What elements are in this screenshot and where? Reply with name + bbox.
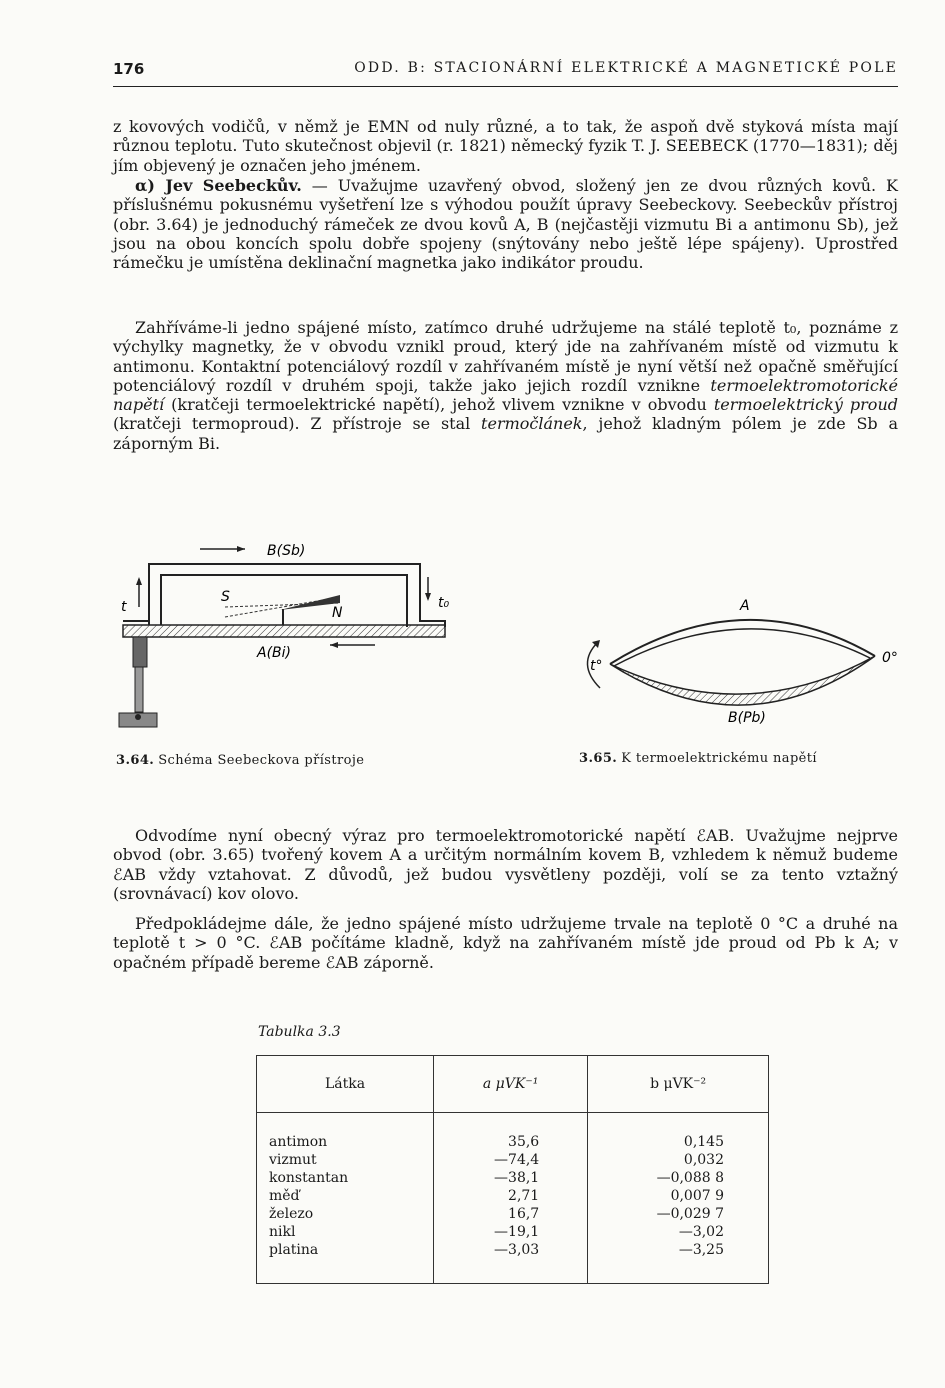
table-row — [257, 1169, 769, 1187]
table-row — [257, 1241, 769, 1284]
term-current: termoelektrický proud — [713, 395, 898, 415]
figure-seebeck-apparatus — [105, 535, 465, 740]
cell-b: 0,145 — [588, 1113, 769, 1152]
cell-b: 0,007 9 — [588, 1187, 769, 1205]
label-t-degree: t° — [590, 658, 603, 674]
caption-text: Schéma Seebeckova přístroje — [158, 753, 365, 768]
paragraph-5: Předpokládejme dále, že jedno spájené místo udržujeme trvale na teplotě 0 °C a druhé na teplotě t > 0 °C. ℰAB počítáme kladně, když na zahřívaném místě jde proud od Pb k A; v opačném případě bereme ℰAB záporně. — [113, 914, 898, 972]
paragraph-4: Odvodíme nyní obecný výraz pro termoelektromotorické napětí ℰAB. Uvažujme nejprve obvod (obr. 3.65) tvořený kovem A a určitým normálním kovem B, vzhledem k němuž budeme ℰAB vždy vztahovat. Z důvodů, jež budou vysvětleny později, volí se za tento vztažný (srovnávací) kov olovo. — [113, 826, 898, 903]
label-n: N — [332, 605, 343, 621]
section-heading: α) Jev Seebeckův. — [135, 176, 302, 195]
paragraph-2 — [113, 176, 898, 272]
paragraph-1: z kovových vodičů, v němž je EMN od nuly různé, a to tak, že aspoň dvě styková místa mají různou teplotu. Tuto skutečnost objevil (r. 1821) německý fyzik T. J. SEEBECK (1770—1831); děj jím objevený je označen jeho jménem. — [113, 117, 898, 175]
running-header — [113, 58, 898, 87]
label-t0: t₀ — [438, 595, 450, 611]
coefficient-table — [256, 1055, 769, 1284]
paragraph-3-text-a: Zahříváme-li jedno spájené místo, zatímco druhé udržujeme na stálé teplotě t₀, poznáme z výchylky magnetky, že v obvodu vznikl proud, který jde na zahřívaném místě od vizmutu k antimonu. Kontaktní potenciálový rozdíl v zahřívaném místě je nyní větší než opačně směřující potenciálový rozdíl v druhém spoji, takže jako jejich rozdíl vznikne — [113, 318, 898, 395]
paragraph-3 — [113, 318, 898, 453]
cell-substance: antimon — [257, 1113, 434, 1152]
cell-substance: konstantan — [257, 1169, 434, 1187]
caption-number: 3.65. — [579, 751, 618, 766]
table-row — [257, 1223, 769, 1241]
cell-substance: železo — [257, 1205, 434, 1223]
cell-a: 2,71 — [434, 1187, 588, 1205]
cell-a: —38,1 — [434, 1169, 588, 1187]
cell-a: —19,1 — [434, 1223, 588, 1241]
cell-b: —0,029 7 — [588, 1205, 769, 1223]
cell-a: 35,6 — [434, 1113, 588, 1152]
cell-substance: platina — [257, 1241, 434, 1284]
table-row — [257, 1151, 769, 1169]
figure-thermoelectric-circuit — [570, 590, 910, 730]
cell-substance: měď — [257, 1187, 434, 1205]
cell-substance: nikl — [257, 1223, 434, 1241]
page-number: 176 — [113, 60, 145, 78]
table-row — [257, 1113, 769, 1152]
cell-b: 0,032 — [588, 1151, 769, 1169]
label-b-sb: B(Sb) — [267, 543, 306, 559]
paragraph-3-text-d: , jehož kladným pólem je zde Sb a záporným Bi. — [113, 414, 898, 453]
table-row — [257, 1187, 769, 1205]
cell-a: 16,7 — [434, 1205, 588, 1223]
label-a-bi: A(Bi) — [257, 645, 291, 661]
paragraph-2-text: — Uvažujme uzavřený obvod, složený jen ze dvou různých kovů. K příslušnému pokusnému vyšetření lze s výhodou použít úpravy Seebeckovy. Seebeckův přístroj (obr. 3.64) je jednoduchý rámeček ze dvou kovů A, B (nejčastěji vizmutu Bi a antimonu Sb), jež jsou na obou koncích spolu dobře spojeny (snýtovány nebo ještě lépe spájeny). Uprostřed rámečku je umístěna deklinační magnetka jako indikátor proudu. — [113, 176, 898, 273]
label-s: S — [221, 589, 230, 605]
table-row — [257, 1205, 769, 1223]
cell-b: —3,25 — [588, 1241, 769, 1284]
cell-b: —3,02 — [588, 1223, 769, 1241]
paragraph-3-text-b: (kratčeji termoelektrické napětí), jehož vlivem vznikne v obvodu — [164, 395, 714, 415]
paragraph-3-text-c: (kratčeji termoproud). Z přístroje se stal — [113, 414, 482, 434]
figure-caption-3-65 — [579, 751, 817, 766]
caption-number: 3.64. — [116, 753, 155, 768]
running-title: ODD. B: STACIONÁRNÍ ELEKTRICKÉ A MAGNETICKÉ POLE — [354, 60, 898, 76]
term-thermocouple: termočlánek — [481, 414, 583, 434]
figure-caption-3-64 — [116, 753, 364, 768]
label-zero-degree: 0° — [882, 650, 898, 666]
label-a: A — [740, 598, 750, 614]
cell-a: —3,03 — [434, 1241, 588, 1284]
table-header-row — [257, 1056, 769, 1113]
col-header-b: b μVK⁻² — [588, 1056, 769, 1113]
term-emf: termoelektromotorické napětí — [113, 375, 898, 415]
cell-a: —74,4 — [434, 1151, 588, 1169]
table-caption: Tabulka 3.3 — [258, 1024, 341, 1040]
cell-substance: vizmut — [257, 1151, 434, 1169]
label-t: t — [121, 599, 127, 615]
label-b-pb: B(Pb) — [728, 710, 766, 726]
col-header-substance: Látka — [257, 1056, 434, 1113]
caption-text: K termoelektrickému napětí — [621, 751, 817, 766]
col-header-a: a μVK⁻¹ — [434, 1056, 588, 1113]
cell-b: —0,088 8 — [588, 1169, 769, 1187]
